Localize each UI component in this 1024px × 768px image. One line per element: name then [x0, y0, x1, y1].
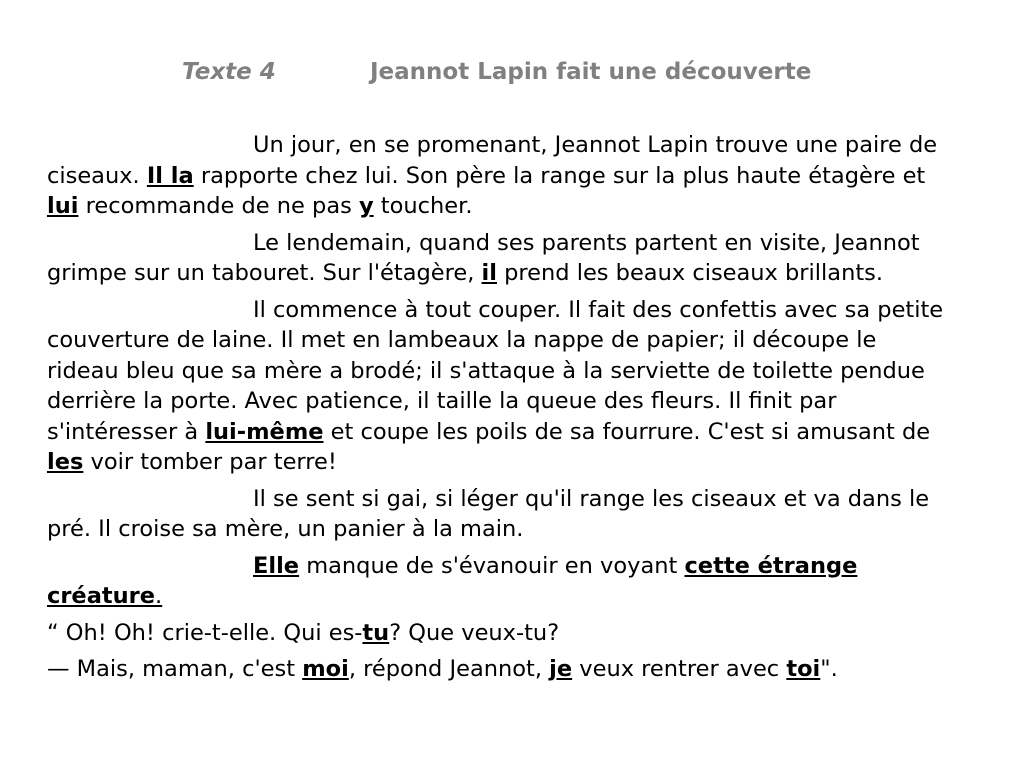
text-segment: toucher.: [373, 193, 473, 219]
paragraph-4: [47, 484, 947, 545]
text-segment: voir tomber par terre!: [83, 449, 337, 475]
pronoun-highlight: il: [481, 260, 497, 286]
text-segment: Un jour, en se promenant, Jeannot Lapin trouve une paire de ciseaux.: [47, 132, 938, 189]
text-segment: Il commence à tout couper. Il fait des confettis avec sa petite couverture de laine. Il met en lambeaux la nappe de papier; il découpe le rideau bleu que sa mère a brodé; il s'attaque à la serviette de toilette pendue derrière la porte. Avec patience, il taille la queue des fleurs. Il finit par s'intéresser à: [47, 296, 944, 445]
pronoun-highlight: moi: [302, 656, 349, 682]
pronoun-highlight: cette étrange créature: [47, 552, 858, 609]
pronoun-highlight: toi: [786, 656, 821, 682]
text-segment: rapporte chez lui. Son père la range sur la plus haute étagère et: [193, 162, 926, 189]
pronoun-highlight: y: [358, 193, 374, 219]
text-segment: Le lendemain, quand ses parents partent en visite, Jeannot grimpe sur un tabouret. Sur l'étagère,: [47, 229, 920, 286]
text-segment: Il se sent si gai, si léger qu'il range les ciseaux et va dans le pré. Il croise sa mère, un panier à la main.: [47, 485, 930, 542]
slide-title: [0, 54, 1024, 90]
text-segment: ".: [820, 656, 838, 682]
story-body: [47, 130, 947, 691]
pronoun-highlight: tu: [362, 619, 390, 646]
text-segment: prend les beaux ciseaux brillants.: [496, 260, 884, 286]
text-segment: veux rentrer avec: [572, 656, 787, 682]
text-segment: ? Que veux-tu?: [389, 619, 560, 646]
text-segment: recommande de ne pas: [78, 193, 359, 219]
pronoun-highlight: je: [549, 656, 573, 682]
paragraph-2: [47, 228, 947, 289]
pronoun-highlight: Elle: [253, 552, 300, 579]
pronoun-highlight: les: [47, 449, 84, 475]
paragraph-7: [47, 654, 947, 685]
paragraph-6: [47, 618, 947, 649]
pronoun-highlight: lui: [47, 193, 79, 219]
text-segment: “ Oh! Oh! crie-t-elle. Qui es-: [47, 619, 363, 646]
text-number-label: Texte 4: [182, 59, 276, 85]
paragraph-5: [47, 551, 947, 612]
story-title: Jeannot Lapin fait une découverte: [370, 59, 812, 85]
text-segment: .: [155, 583, 163, 609]
text-segment: — Mais, maman, c'est: [47, 656, 303, 682]
paragraph-3: [47, 295, 947, 478]
text-segment: et coupe les poils de sa fourrure. C'est si amusant de: [323, 418, 931, 445]
pronoun-highlight: Il la: [146, 162, 194, 189]
paragraph-1: [47, 130, 947, 222]
text-segment: , répond Jeannot,: [348, 656, 550, 682]
text-segment: manque de s'évanouir en voyant: [299, 552, 685, 579]
pronoun-highlight: lui-même: [205, 418, 324, 445]
